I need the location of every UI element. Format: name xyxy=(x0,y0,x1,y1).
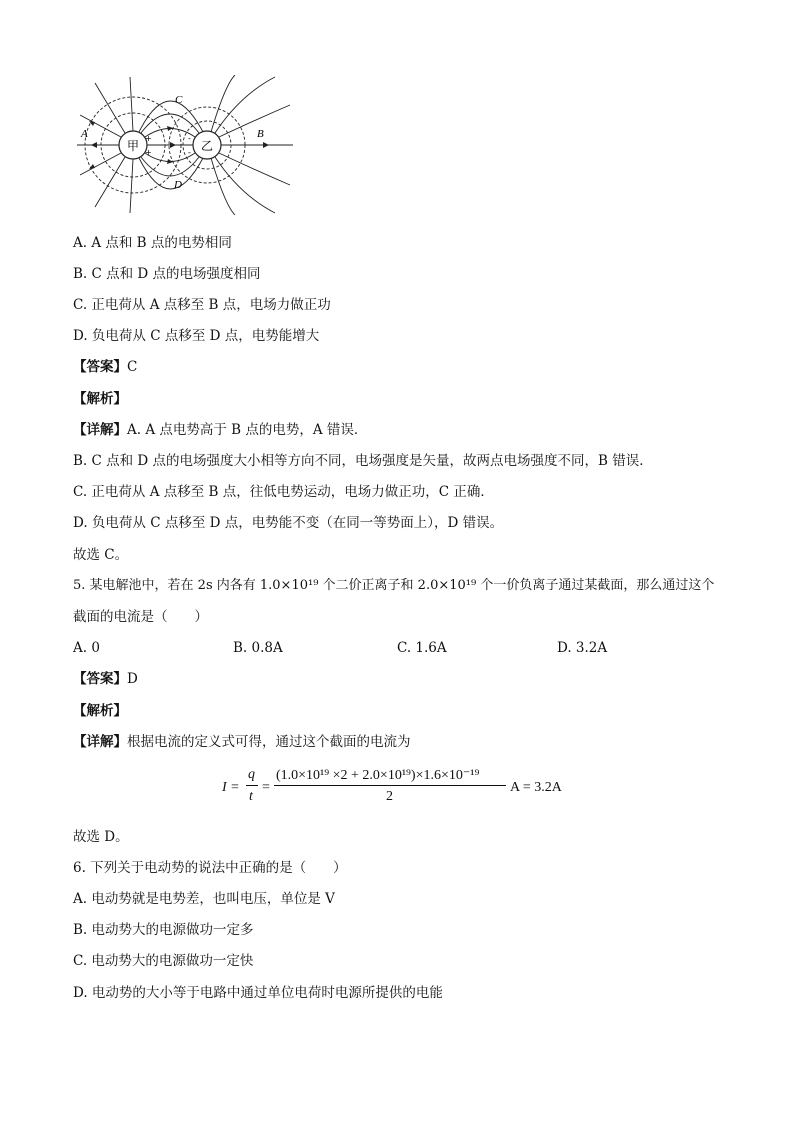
q6-option-c: C. 电动势大的电源做功一定快 xyxy=(73,953,254,969)
q6-stem: 6. 下列关于电动势的说法中正确的是（ ） xyxy=(73,860,347,876)
detail-text: 根据电流的定义式可得，通过这个截面的电流为 xyxy=(127,734,411,750)
minus-sign: - xyxy=(188,148,191,157)
q5-detail xyxy=(73,732,411,752)
answer-label: 【答案】 xyxy=(73,359,127,375)
point-c-label: C xyxy=(175,94,183,106)
answer-label: 【答案】 xyxy=(73,671,127,687)
q5-options xyxy=(73,638,713,658)
minus-sign: - xyxy=(188,134,191,143)
q6-option-d: D. 电动势的大小等于电路中通过单位电荷时电源所提供的电能 xyxy=(73,985,443,1001)
detail-label: 【详解】 xyxy=(73,422,127,438)
q5-analysis-label: 【解析】 xyxy=(73,703,127,719)
q4-option-d: D. 负电荷从 C 点移至 D 点，电势能增大 xyxy=(73,328,320,344)
electric-field-diagram xyxy=(75,75,295,215)
q5-conclusion: 故选 D。 xyxy=(73,829,129,845)
q6-option-a: A. 电动势就是电势差，也叫电压，单位是 V xyxy=(73,891,335,907)
q4-option-c: C. 正电荷从 A 点移至 B 点，电场力做正功 xyxy=(73,297,331,313)
q4-option-b: B. C 点和 D 点的电场强度相同 xyxy=(73,266,261,282)
point-a-label: A xyxy=(81,128,88,140)
detail-label: 【详解】 xyxy=(73,734,127,750)
q5-stem-2: 截面的电流是（ ） xyxy=(73,609,208,625)
formula-result: A = 3.2A xyxy=(510,780,562,795)
q4-detail-4: D. 负电荷从 C 点移至 D 点，电势能不变（在同一等势面上），D 错误。 xyxy=(73,515,504,531)
q6-option-b: B. 电动势大的电源做功一定多 xyxy=(73,922,254,938)
point-d-label: D xyxy=(174,179,182,191)
q5-answer xyxy=(73,669,138,689)
q4-detail-2: B. C 点和 D 点的电场强度大小相等方向不同，电场强度是矢量，故两点电场强度不同，B 错误． xyxy=(73,453,653,469)
detail-text: A. A 点电势高于 B 点的电势，A 错误． xyxy=(127,422,368,438)
q5-option-d: D. 3.2A xyxy=(557,640,608,656)
point-b-label: B xyxy=(257,128,264,140)
q5-stem-1: 5. 某电解池中，若在 2s 内各有 1.0×10¹⁹ 个二价正离子和 2.0×10¹⁹ 个一价负离子通过某截面，那么通过这个 xyxy=(73,578,715,593)
q4-analysis-label: 【解析】 xyxy=(73,391,127,407)
formula-lhs: I = xyxy=(222,780,240,795)
answer-value: C xyxy=(127,359,138,375)
q5-option-b: B. 0.8A xyxy=(233,640,283,656)
q4-detail-1 xyxy=(73,420,367,440)
q4-answer xyxy=(73,357,137,377)
formula-q: q xyxy=(248,767,255,782)
current-formula xyxy=(222,765,582,815)
formula-t: t xyxy=(249,789,253,804)
q4-detail-3: C. 正电荷从 A 点移至 B 点，往低电势运动，电场力做正功，C 正确． xyxy=(73,484,494,500)
q5-option-c: C. 1.6A xyxy=(397,640,447,656)
charge-yi-label: 乙 xyxy=(201,139,214,153)
q4-option-a: A. A 点和 B 点的电势相同 xyxy=(73,235,232,251)
plus-sign: + xyxy=(145,134,152,143)
fraction-bar xyxy=(274,785,506,786)
q5-option-a: A. 0 xyxy=(73,640,100,656)
answer-value: D xyxy=(127,671,138,687)
formula-eq: = xyxy=(262,780,270,795)
charge-jia-label: 甲 xyxy=(127,139,140,153)
q4-conclusion: 故选 C。 xyxy=(73,547,129,563)
plus-sign: + xyxy=(145,148,152,157)
fraction-bar xyxy=(246,785,258,786)
formula-denominator: 2 xyxy=(386,789,393,804)
formula-numerator: (1.0×10¹⁹ ×2 + 2.0×10¹⁹)×1.6×10⁻¹⁹ xyxy=(276,768,480,783)
